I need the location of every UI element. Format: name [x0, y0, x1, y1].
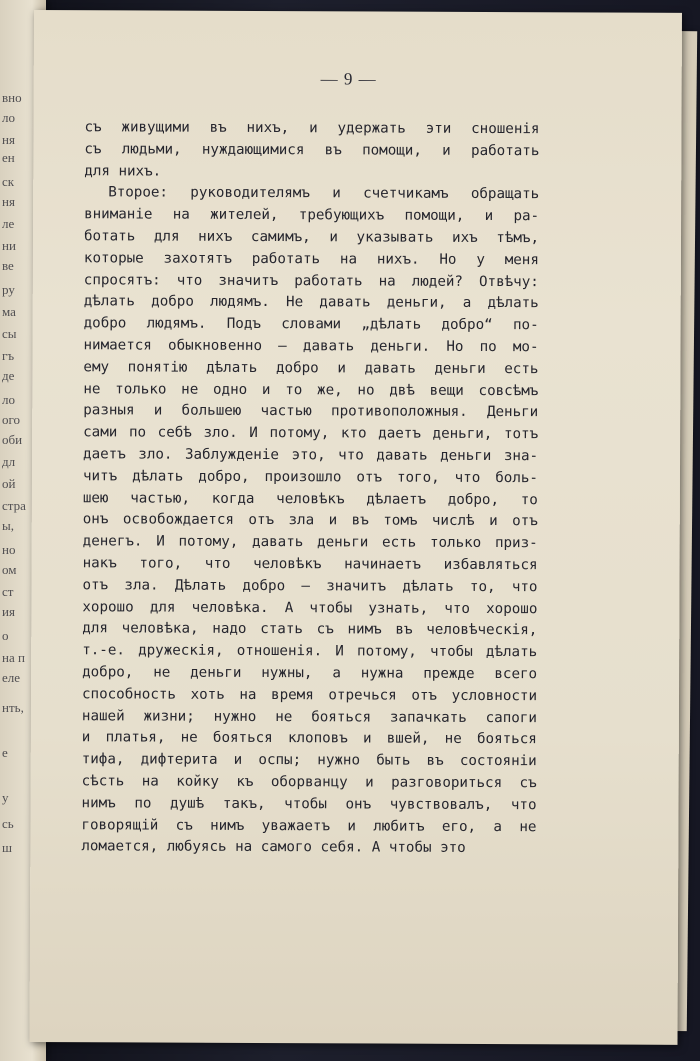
facing-page-fragment: дл: [2, 454, 16, 469]
text-line: ему понятію дѣлать добро и давать деньги есть: [83, 358, 539, 377]
facing-page-fragment: ш: [2, 840, 13, 855]
text-line: Второе: руководителямъ и счетчикамъ обращать: [108, 184, 540, 203]
text-line: разныя и большею частью противоположныя. Деньги: [83, 402, 539, 421]
facing-page-fragment: ло: [2, 392, 15, 407]
facing-page-fragment: сь: [2, 816, 14, 831]
text-line: нимается обыкновенно — давать деньги. Но по мо-: [83, 337, 539, 356]
text-line: съ живущими въ нихъ, и удержать эти сношенія: [84, 119, 540, 138]
page-number: — 9 —: [320, 69, 377, 89]
facing-page-fragment: еле: [2, 670, 21, 685]
facing-page-fragment: ого: [2, 412, 21, 427]
facing-page-fragment: е: [2, 745, 8, 760]
facing-page-fragment: у: [2, 790, 9, 805]
text-line: сѣсть на койку къ оборванцу и разговориться съ: [81, 773, 537, 792]
text-line: онъ освобождается отъ зла и въ томъ числѣ и отъ: [82, 511, 538, 530]
facing-page-fragment: ом: [2, 562, 17, 577]
facing-page-fragment: ма: [2, 304, 16, 319]
facing-page-fragment: ст: [2, 584, 14, 599]
facing-page-fragment: гъ: [2, 348, 15, 363]
text-line: спросятъ: что значитъ работать на людей? Отвѣчу:: [83, 271, 539, 290]
text-line: ботать для нихъ самимъ, и указывать ихъ тѣмъ,: [83, 228, 540, 247]
text-line: для человѣка, надо стать съ нимъ въ человѣческія,: [82, 620, 538, 639]
text-line: дѣлать добро людямъ. Не давать деньги, а дѣлать: [83, 293, 539, 312]
facing-page-fragment: о: [2, 628, 9, 643]
facing-page-fragment: ру: [2, 282, 15, 297]
facing-page-fragment: сы: [2, 326, 17, 341]
facing-page-fragment: на п: [2, 650, 25, 665]
text-line: сами по себѣ зло. И потому, кто даетъ деньги, тотъ: [83, 424, 539, 443]
text-line: нимъ по душѣ такъ, чтобы онъ чувствовалъ, что: [81, 794, 537, 813]
text-line: говорящій съ нимъ уважаетъ и любитъ его, а не: [81, 816, 537, 835]
text-line: добро людямъ. Подъ словами „дѣлать добро“ по-: [83, 315, 539, 334]
facing-page-fragment: ня: [2, 132, 15, 147]
facing-page-fragment: вно: [2, 90, 22, 105]
text-line: даетъ зло. Заблужденіе это, что давать деньги зна-: [83, 446, 539, 465]
facing-page-fragment: ия: [2, 604, 15, 619]
facing-page-fragment: ен: [2, 150, 15, 165]
facing-page-fragment: де: [2, 368, 15, 383]
facing-page-fragment: ня: [2, 194, 15, 209]
facing-page-fragment: ой: [2, 476, 16, 491]
text-line: и платья, не бояться клоповъ и вшей, не бояться: [81, 729, 537, 748]
page-body-text: [81, 117, 539, 860]
text-line: денегъ. И потому, давать деньги есть только приз-: [82, 533, 538, 552]
facing-page-fragment: стра: [2, 498, 26, 513]
facing-page-fragment: ы,: [2, 518, 14, 533]
text-line: добро, не деньги нужны, а нужна прежде всего: [82, 664, 538, 683]
text-line: накъ того, что человѣкъ начинаетъ избавляться: [82, 555, 538, 574]
facing-page-fragment: ни: [2, 238, 16, 253]
text-line: нашей жизни; нужно не бояться запачкать сапоги: [81, 707, 537, 726]
facing-page-fragment: оби: [2, 432, 23, 447]
text-line: ломается, любуясь на самого себя. А чтобы это: [81, 838, 466, 857]
text-line: тифа, дифтерита и оспы; нужно быть въ состояніи: [81, 751, 537, 770]
text-line: шею частью, когда человѣкъ дѣлаетъ добро, то: [82, 489, 538, 508]
text-line: съ людьми, нуждающимися въ помощи, и работать: [84, 141, 540, 160]
text-line: читъ дѣлать добро, произошло отъ того, что боль-: [82, 467, 538, 486]
text-line: не только не одно и то же, но двѣ вещи совсѣмъ: [83, 380, 539, 399]
text-line: для нихъ.: [84, 162, 162, 180]
facing-page-fragment: ло: [2, 110, 15, 125]
text-line: которые захотятъ работать на нихъ. Но у меня: [83, 250, 539, 268]
text-line: способность хоть на время отречься отъ условности: [81, 685, 538, 704]
facing-page-fragment: ве: [2, 258, 14, 273]
facing-page-fragment: ле: [2, 216, 15, 231]
text-line: отъ зла. Дѣлать добро — значитъ дѣлать то, что: [82, 576, 538, 595]
facing-page-fragment: ск: [2, 174, 15, 189]
text-line: вниманіе на жителей, требующихъ помощи, и ра-: [84, 206, 540, 225]
text-line: хорошо для человѣка. А чтобы узнать, что хорошо: [82, 598, 538, 617]
facing-page-fragment: но: [2, 542, 16, 557]
facing-page-fragment: нть,: [2, 700, 24, 715]
book-page: [29, 10, 681, 1045]
text-line: т.-е. дружескія, отношенія. И потому, чтобы дѣлать: [82, 642, 538, 661]
